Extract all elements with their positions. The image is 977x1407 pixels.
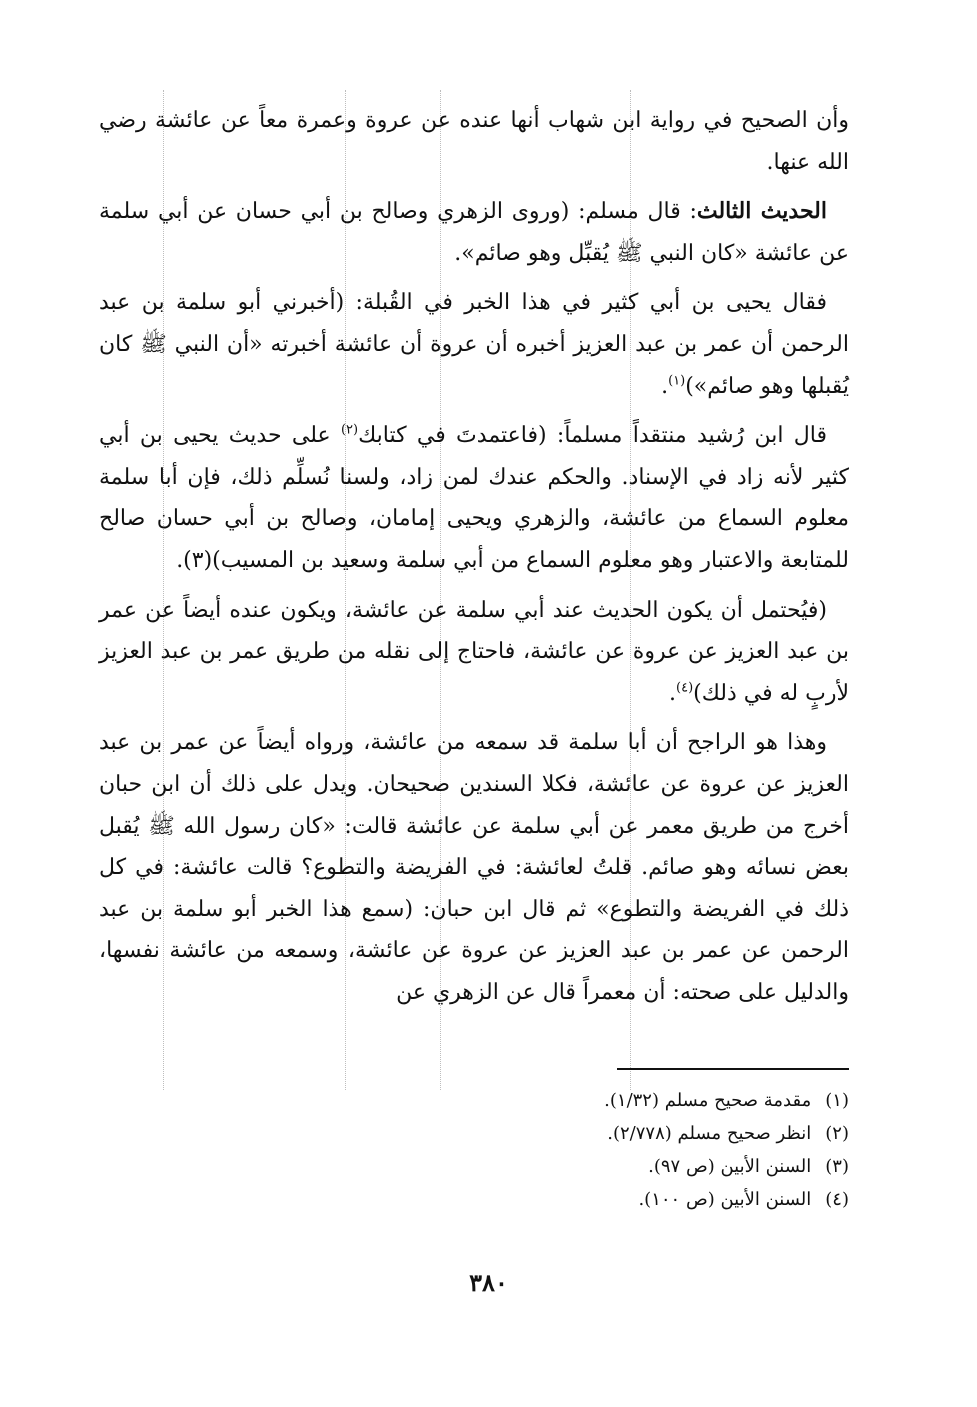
paragraph-text: (فيُحتمل أن يكون الحديث عند أبي سلمة عن عائشة، ويكون عنده أيضاً عن عمر بن عبد العزيز عن عروة عن عائشة، فاحتاج إلى نقله من طريق عمر بن عبد العزيز لأربٍ له في ذلك) (99, 597, 849, 706)
footnote-number: (٤) (825, 1189, 849, 1210)
paragraph-5 (99, 590, 849, 715)
paragraph-4 (99, 415, 849, 581)
footnote-text: انظر صحيح مسلم (٢/٧٧٨). (607, 1123, 812, 1144)
footnote-item (99, 1084, 849, 1117)
footnote-separator (617, 1068, 849, 1070)
paragraph-1 (99, 100, 849, 183)
paragraph-text: وأن الصحيح في رواية ابن شهاب أنها عنده عن عروة وعمرة معاً عن عائشة رضي الله عنها. (99, 108, 849, 175)
main-text (99, 100, 849, 1021)
footnote-text: مقدمة صحيح مسلم (١/٣٢). (604, 1090, 812, 1111)
paragraph-text: فقال يحيى بن أبي كثير في هذا الخبر في القُبلة: (أخبرني أبو سلمة بن عبد الرحمن أن عمر بن عبد العزيز أخبره أن عروة أن عائشة أخبرته «أن النبي ﷺ كان يُقبلها وهو صائم») (99, 290, 849, 399)
footnote-item (99, 1183, 849, 1216)
footnote-text: السنن الأبين (ص ١٠٠). (638, 1189, 812, 1210)
footnote-item (99, 1150, 849, 1183)
footnote-item (99, 1117, 849, 1150)
paragraph-2 (99, 191, 849, 274)
paragraph-tail: . (669, 680, 677, 706)
paragraph-text: قال ابن رُشيد منتقداً مسلماً: (فاعتمدتَ في كتابك (358, 423, 828, 449)
paragraph-tail: على حديث يحيى بن أبي كثير لأنه زاد في الإسناد. والحكم عندك لمن زاد، ولسنا نُسلِّم ذلك، فإن أبا سلمة معلوم السماع من عائشة، والزهري ويحيى إمامان، وصالح بن أبي حسان صالح للمتابعة والاعتبار وهو معلوم السماع من أبي سلمة وسعيد بن المسيب)(٣). (99, 423, 849, 573)
paragraph-tail: . (661, 373, 669, 399)
paragraph-text: وهذا هو الراجح أن أبا سلمة قد سمعه من عائشة، ورواه أيضاً عن عمر بن عبد العزيز عن عروة عن عائشة، فكلا السندين صحيحان. ويدل على ذلك أن ابن حبان أخرج من طريق معمر عن أبي سلمة عن عائشة قالت: «كان رسول الله ﷺ يُقبل بعض نسائه وهو صائم. قلتُ لعائشة: في الفريضة والتطوع؟ قالت عائشة: في كل ذلك في الفريضة والتطوع» ثم قال ابن حبان: (سمع هذا الخبر أبو سلمة بن عبد الرحمن عن عمر بن عبد العزيز عن عروة عن عائشة، وسمعه من عائشة نفسها، والدليل على صحته: أن معمراً قال عن الزهري عن (99, 730, 849, 1005)
paragraph-text: : قال مسلم: (وروى الزهري وصالح بن أبي حسان عن أبي سلمة عن عائشة «كان النبي ﷺ يُقبِّل وهو صائم». (99, 199, 849, 266)
footnote-number: (٣) (825, 1156, 849, 1177)
footnotes (99, 1084, 849, 1216)
footnote-number: (١) (825, 1090, 849, 1111)
footnote-ref: (٢) (340, 422, 359, 438)
footnote-ref: (٤) (676, 680, 694, 696)
hadith-heading: الحديث الثالث (696, 198, 827, 225)
footnote-number: (٢) (825, 1123, 849, 1144)
footnote-text: السنن الأبين (ص ٩٧). (648, 1156, 812, 1177)
paragraph-6 (99, 722, 849, 1013)
page-number: ٣٨٠ (469, 1268, 508, 1297)
paragraph-3 (99, 282, 849, 407)
footnote-ref: (١) (668, 373, 686, 389)
